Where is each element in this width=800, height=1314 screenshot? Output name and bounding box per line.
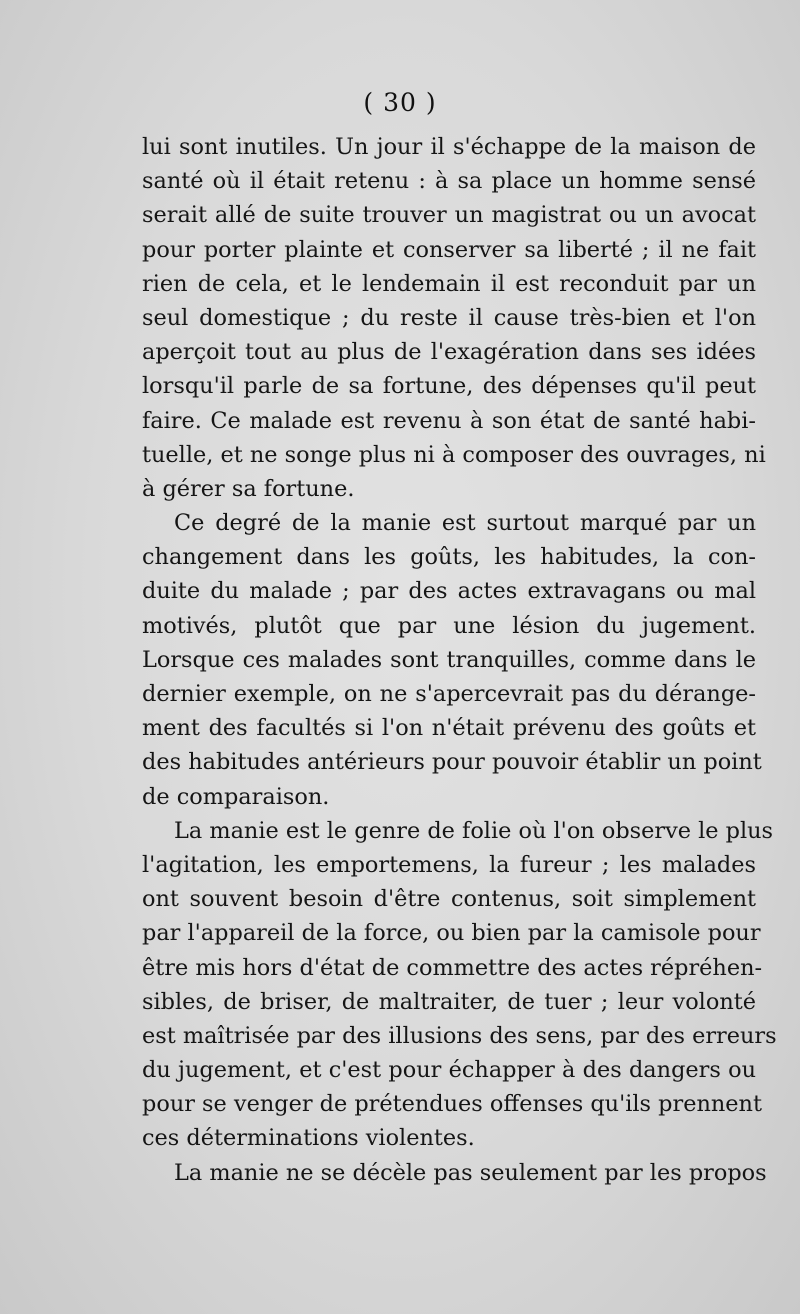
text-line: aperçoit tout au plus de l'exagération dans ses idées [142, 339, 756, 366]
text-line: ces déterminations violentes. [142, 1125, 475, 1152]
text-line: est maîtrisée par des illusions des sens, par des erreurs [142, 1022, 777, 1049]
text-line: des habitudes antérieurs pour pouvoir établir un point [142, 749, 762, 776]
text-line: Ce degré de la manie est surtout marqué par un [174, 510, 756, 537]
text-line: de comparaison. [142, 783, 330, 810]
text-line: serait allé de suite trouver un magistrat ou un avocat [142, 202, 756, 229]
text-line: Lorsque ces malades sont tranquilles, comme dans le [142, 646, 756, 673]
text-line: du jugement, et c'est pour échapper à des dangers ou [142, 1057, 756, 1084]
text-line: motivés, plutôt que par une lésion du jugement. [142, 612, 756, 639]
paragraph-1 [142, 130, 766, 506]
text-line: faire. Ce malade est revenu à son état de santé habi- [142, 407, 756, 434]
text-line: La manie ne se décèle pas seulement par les propos [174, 1159, 767, 1186]
page-text [142, 130, 777, 1190]
paragraph-4 [142, 1156, 767, 1190]
text-line: sibles, de briser, de maltraiter, de tuer ; leur volonté [142, 988, 756, 1015]
page-number: ( 30 ) [363, 88, 437, 117]
text-line: à gérer sa fortune. [142, 475, 355, 502]
text-line: par l'appareil de la force, ou bien par la camisole pour [142, 920, 761, 947]
text-line: rien de cela, et le lendemain il est reconduit par un [142, 270, 756, 297]
text-line: l'agitation, les emportemens, la fureur ; les malades [142, 851, 756, 878]
text-line: ment des facultés si l'on n'était prévenu des goûts et [142, 715, 756, 742]
text-line: dernier exemple, on ne s'apercevrait pas du dérange- [142, 681, 756, 707]
text-line: La manie est le genre de folie où l'on observe le plus [174, 817, 774, 844]
text-line: seul domestique ; du reste il cause très-bien et l'on [142, 304, 756, 331]
paragraph-3 [142, 814, 777, 1156]
text-line: tuelle, et ne songe plus ni à composer des ouvrages, ni [142, 441, 766, 468]
text-line: être mis hors d'état de commettre des actes répréhen- [142, 954, 763, 981]
text-line: santé où il était retenu : à sa place un homme sensé [142, 168, 756, 195]
text-line: pour porter plainte et conserver sa liberté ; il ne fait [142, 236, 756, 263]
text-line: lorsqu'il parle de sa fortune, des dépenses qu'il peut [142, 373, 756, 400]
text-line: changement dans les goûts, les habitudes, la con- [142, 544, 756, 571]
text-line: lui sont inutiles. Un jour il s'échappe de la maison de [142, 134, 756, 160]
text-line: duite du malade ; par des actes extravagans ou mal [142, 578, 756, 605]
paragraph-2 [142, 506, 762, 814]
text-line: ont souvent besoin d'être contenus, soit simplement [142, 886, 756, 913]
text-line: pour se venger de prétendues offenses qu'ils prennent [142, 1091, 762, 1118]
